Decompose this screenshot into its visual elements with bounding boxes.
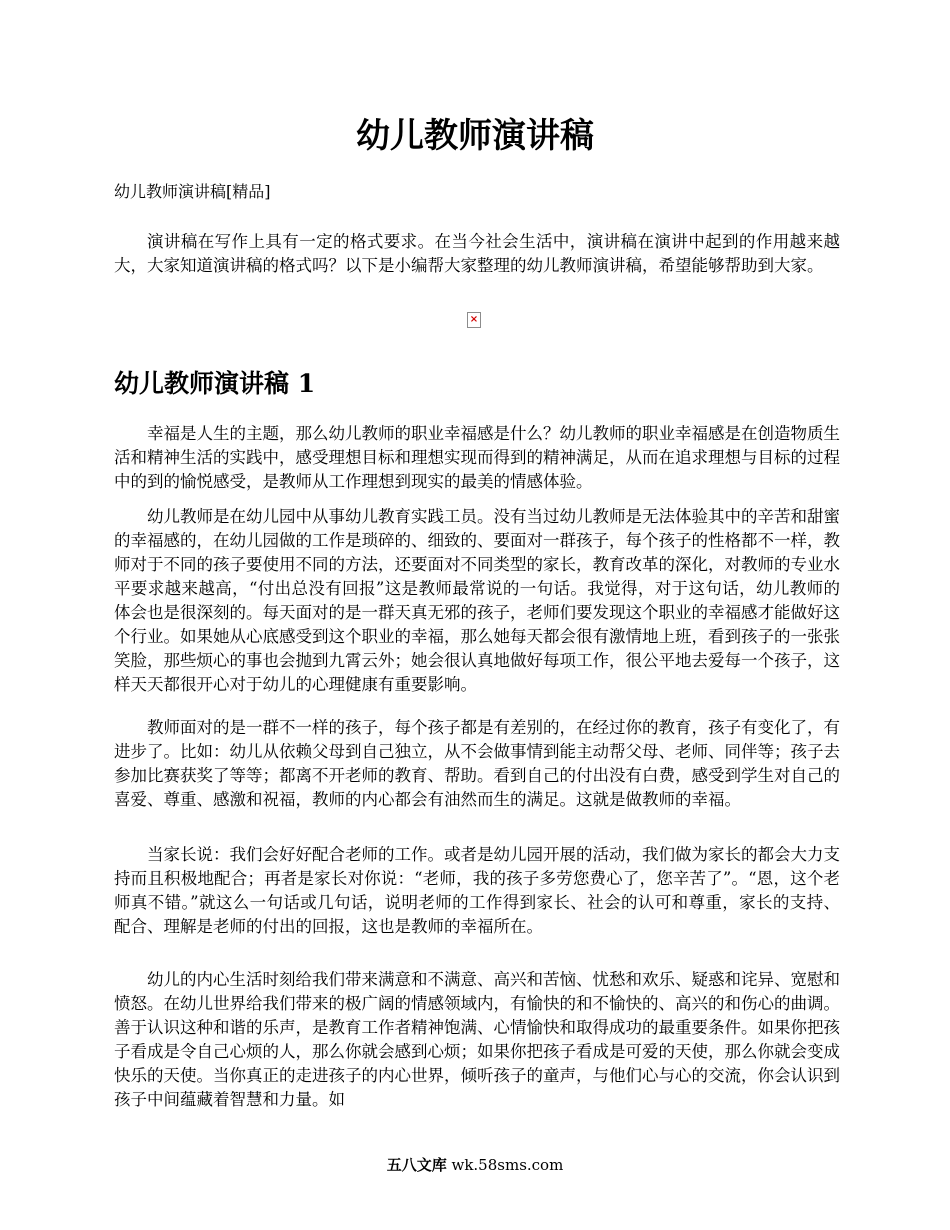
broken-image-icon: ×: [467, 312, 481, 328]
document-subtitle: 幼儿教师演讲稿[精品]: [114, 182, 271, 201]
body-paragraph: 幼儿的内心生活时刻给我们带来满意和不满意、高兴和苦恼、忧愁和欢乐、疑惑和诧异、宽慰和愤怒。在幼儿世界给我们带来的极广阔的情感领域内，有愉快的和不愉快的、高兴的和伤心的曲调。善于认识这种和谐的乐声，是教育工作者精神饱满、心情愉快和取得成功的最重要条件。如果你把孩子看成是令自己心烦的人，那么你就会感到心烦；如果你把孩子看成是可爱的天使，那么你就会变成快乐的天使。当你真正的走进孩子的内心世界，倾听孩子的童声，与他们心与心的交流，你会认识到孩子中间蕴藏着智慧和力量。如: [114, 970, 840, 1109]
footer-url[interactable]: wk.58sms.com: [451, 1156, 564, 1174]
section-heading: 幼儿教师演讲稿 1: [114, 369, 316, 398]
intro-paragraph: 演讲稿在写作上具有一定的格式要求。在当今社会生活中，演讲稿在演讲中起到的作用越来越大，大家知道演讲稿的格式吗？以下是小编帮大家整理的幼儿教师演讲稿，希望能够帮助到大家。: [114, 232, 840, 275]
body-paragraph: 幼儿教师是在幼儿园中从事幼儿教育实践工员。没有当过幼儿教师是无法体验其中的辛苦和甜蜜的幸福感的，在幼儿园做的工作是琐碎的、细致的、要面对一群孩子，每个孩子的性格都不一样，教师对于不同的孩子要使用不同的方法，还要面对不同类型的家长，教育改革的深化，对教师的专业水平要求越来越高，“付出总没有回报”这是教师最常说的一句话。我觉得，对于这句话，幼儿教师的体会也是很深刻的。每天面对的是一群天真无邪的孩子，老师们要发现这个职业的幸福感才能做好这个行业。如果她从心底感受到这个职业的幸福，那么她每天都会很有激情地上班，看到孩子的一张张笑脸，那些烦心的事也会抛到九霄云外；她会很认真地做好每项工作，很公平地去爱每一个孩子，这样天天都很开心对于幼儿的心理健康有重要影响。: [114, 507, 840, 694]
document-title: 幼儿教师演讲稿: [356, 116, 594, 156]
footer: [0, 1155, 950, 1175]
body-paragraph: 幸福是人生的主题，那么幼儿教师的职业幸福感是什么？幼儿教师的职业幸福感是在创造物质生活和精神生活的实践中，感受理想目标和理想实现而得到的精神满足，从而在追求理想与目标的过程中的到的愉悦感受，是教师从工作理想到现实的最美的情感体验。: [114, 424, 840, 491]
body-paragraph: 当家长说：我们会好好配合老师的工作。或者是幼儿园开展的活动，我们做为家长的都会大力支持而且积极地配合；再者是家长对你说：“老师，我的孩子多劳您费心了，您辛苦了”。“恩，这个老师真不错。”就这么一句话或几句话，说明老师的工作得到家长、社会的认可和尊重，家长的支持、配合、理解是老师的付出的回报，这也是教师的幸福所在。: [114, 845, 840, 936]
body-paragraph: 教师面对的是一群不一样的孩子，每个孩子都是有差别的，在经过你的教育，孩子有变化了，有进步了。比如：幼儿从依赖父母到自己独立，从不会做事情到能主动帮父母、老师、同伴等；孩子去参加比赛获奖了等等；都离不开老师的教育、帮助。看到自己的付出没有白费，感受到学生对自己的喜爱、尊重、感激和祝福，教师的内心都会有油然而生的满足。这就是做教师的幸福。: [114, 718, 840, 809]
footer-brand: 五八文库: [386, 1156, 447, 1174]
